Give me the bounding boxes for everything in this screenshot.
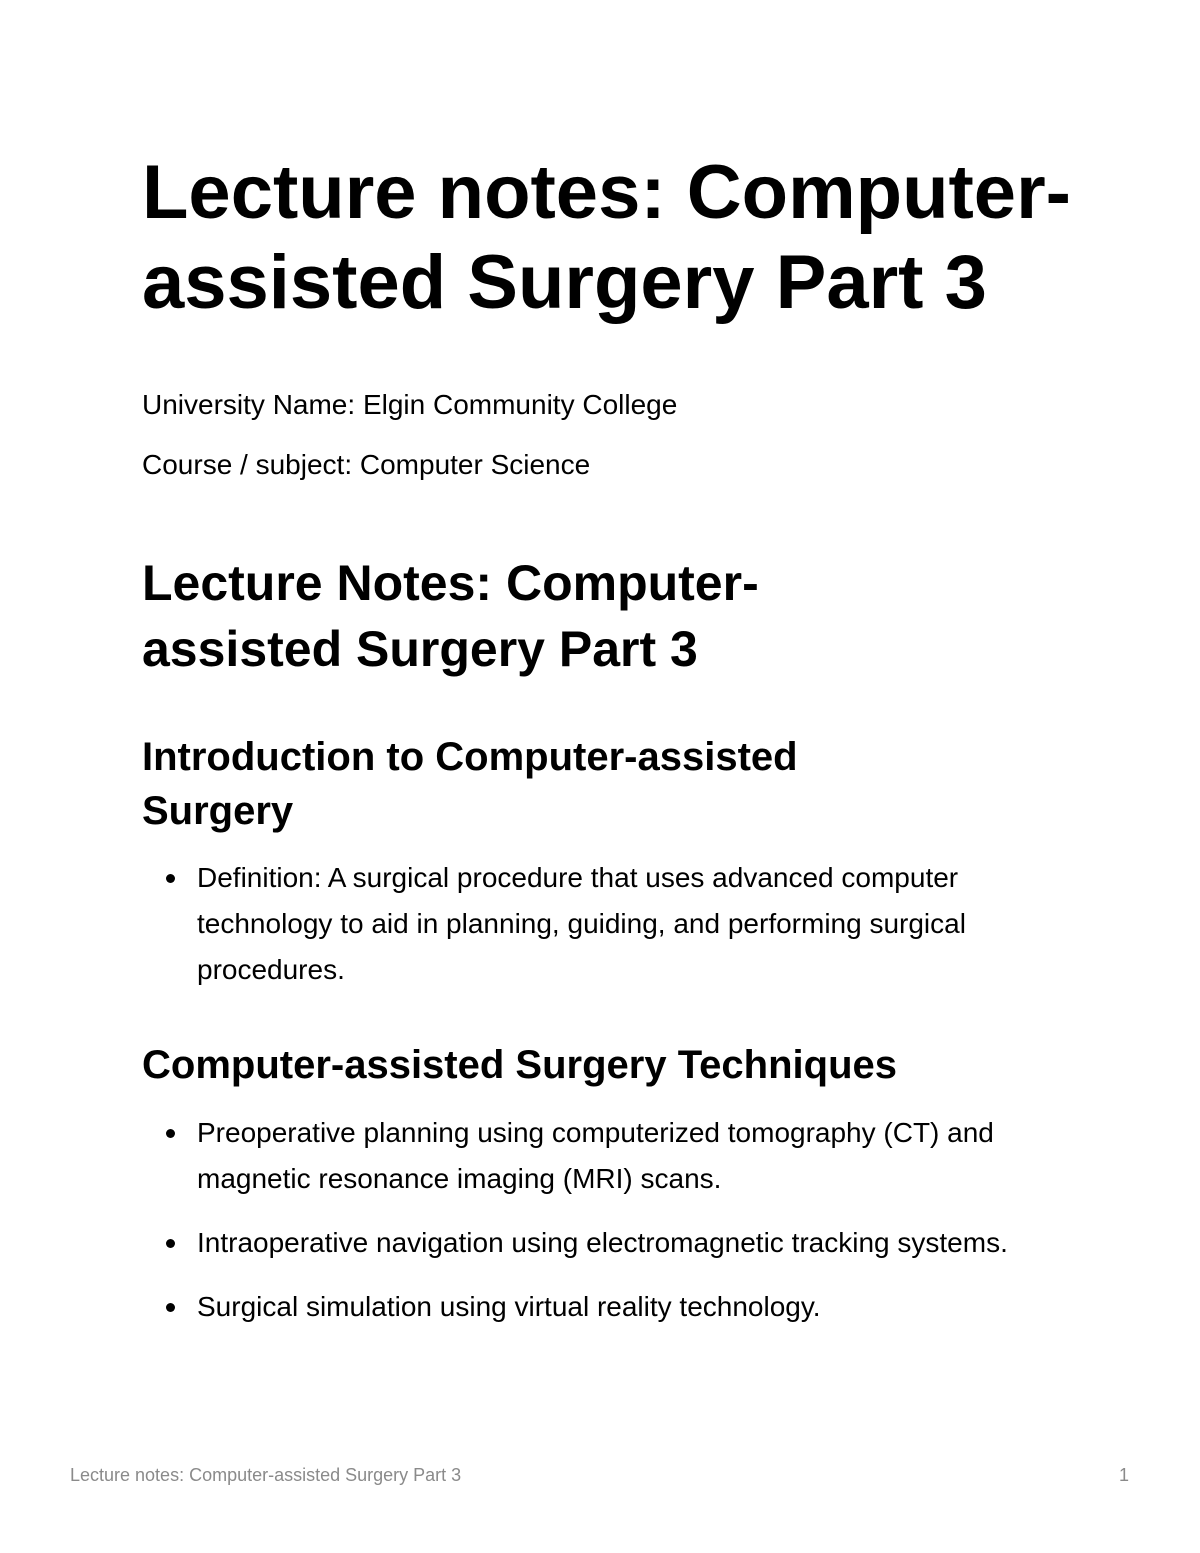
bullet-icon — [166, 1239, 175, 1248]
bullet-icon — [166, 874, 175, 883]
list-item — [142, 1110, 1042, 1202]
intro-bullet-list — [142, 855, 1042, 993]
list-item — [142, 1284, 1042, 1330]
list-item — [142, 1220, 1042, 1266]
university-name: University Name: Elgin Community College — [142, 389, 678, 420]
list-item-text: Surgical simulation using virtual reality technology. — [197, 1291, 821, 1322]
list-item-text: Intraoperative navigation using electromagnetic tracking systems. — [197, 1227, 1008, 1258]
intro-heading: Introduction to Computer-assisted Surgery — [142, 735, 798, 833]
techniques-heading: Computer-assisted Surgery Techniques — [142, 1043, 897, 1087]
footer-title: Lecture notes: Computer-assisted Surgery Part 3 — [70, 1465, 462, 1485]
course-subject: Course / subject: Computer Science — [142, 449, 591, 480]
techniques-bullet-list — [142, 1110, 1042, 1348]
page-title: Lecture notes: Computer-assisted Surgery Part 3 — [142, 150, 1071, 325]
list-item — [142, 855, 1042, 993]
bullet-icon — [166, 1303, 175, 1312]
bullet-icon — [166, 1129, 175, 1138]
list-item-text: Definition: A surgical procedure that uses advanced computer technology to aid in planning, guiding, and performing surgical procedures. — [197, 862, 966, 985]
page-number: 1 — [1118, 1465, 1129, 1485]
section-heading: Lecture Notes: Computer-assisted Surgery Part 3 — [142, 555, 759, 677]
list-item-text: Preoperative planning using computerized tomography (CT) and magnetic resonance imaging (MRI) scans. — [197, 1117, 994, 1194]
